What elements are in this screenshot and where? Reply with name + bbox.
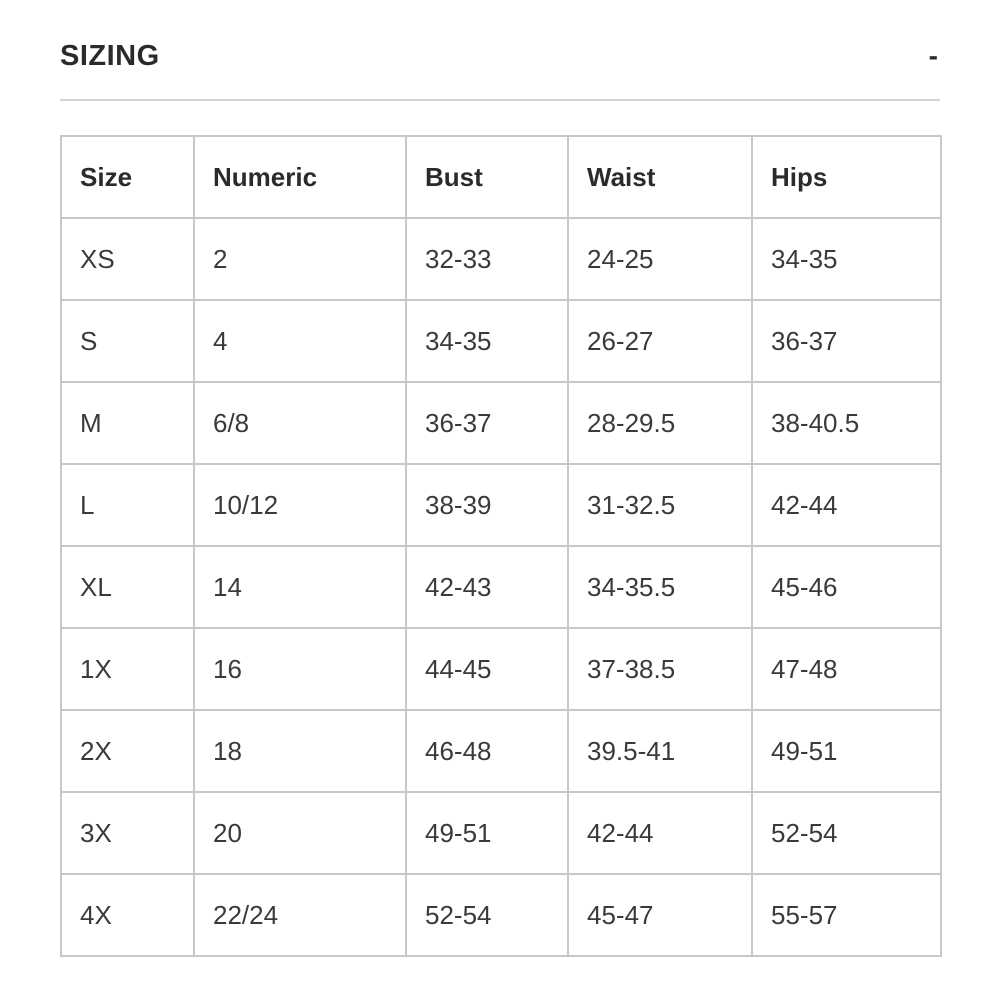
table-row [61,874,941,956]
cell-size: M [61,382,194,464]
table-row [61,218,941,300]
section-divider [60,99,940,101]
collapse-icon[interactable]: - [928,40,938,71]
cell-waist: 45-47 [568,874,752,956]
cell-bust: 42-43 [406,546,568,628]
cell-numeric: 14 [194,546,406,628]
header-waist: Waist [568,136,752,218]
cell-hips: 36-37 [752,300,941,382]
cell-waist: 28-29.5 [568,382,752,464]
table-row [61,464,941,546]
cell-numeric: 20 [194,792,406,874]
cell-waist: 42-44 [568,792,752,874]
cell-numeric: 16 [194,628,406,710]
sizing-accordion-header[interactable] [60,30,940,82]
header-hips: Hips [752,136,941,218]
cell-waist: 24-25 [568,218,752,300]
cell-hips: 42-44 [752,464,941,546]
cell-numeric: 2 [194,218,406,300]
cell-numeric: 22/24 [194,874,406,956]
cell-bust: 34-35 [406,300,568,382]
cell-waist: 39.5-41 [568,710,752,792]
cell-size: 4X [61,874,194,956]
cell-bust: 38-39 [406,464,568,546]
cell-bust: 44-45 [406,628,568,710]
cell-waist: 26-27 [568,300,752,382]
table-row [61,792,941,874]
table-header-row [61,136,941,218]
cell-numeric: 4 [194,300,406,382]
cell-bust: 52-54 [406,874,568,956]
cell-size: 1X [61,628,194,710]
cell-size: XS [61,218,194,300]
cell-hips: 49-51 [752,710,941,792]
cell-hips: 38-40.5 [752,382,941,464]
header-numeric: Numeric [194,136,406,218]
cell-waist: 34-35.5 [568,546,752,628]
cell-size: S [61,300,194,382]
cell-waist: 31-32.5 [568,464,752,546]
cell-bust: 36-37 [406,382,568,464]
cell-hips: 34-35 [752,218,941,300]
size-chart-table [60,135,942,957]
cell-size: L [61,464,194,546]
section-title: SIZING [60,39,160,72]
cell-bust: 49-51 [406,792,568,874]
table-row [61,546,941,628]
table-row [61,382,941,464]
cell-size: 3X [61,792,194,874]
header-bust: Bust [406,136,568,218]
cell-size: XL [61,546,194,628]
header-size: Size [61,136,194,218]
cell-numeric: 10/12 [194,464,406,546]
cell-hips: 47-48 [752,628,941,710]
cell-bust: 32-33 [406,218,568,300]
table-row [61,628,941,710]
table-row [61,710,941,792]
cell-hips: 52-54 [752,792,941,874]
cell-waist: 37-38.5 [568,628,752,710]
cell-hips: 45-46 [752,546,941,628]
cell-numeric: 18 [194,710,406,792]
cell-hips: 55-57 [752,874,941,956]
cell-numeric: 6/8 [194,382,406,464]
table-row [61,300,941,382]
cell-bust: 46-48 [406,710,568,792]
cell-size: 2X [61,710,194,792]
